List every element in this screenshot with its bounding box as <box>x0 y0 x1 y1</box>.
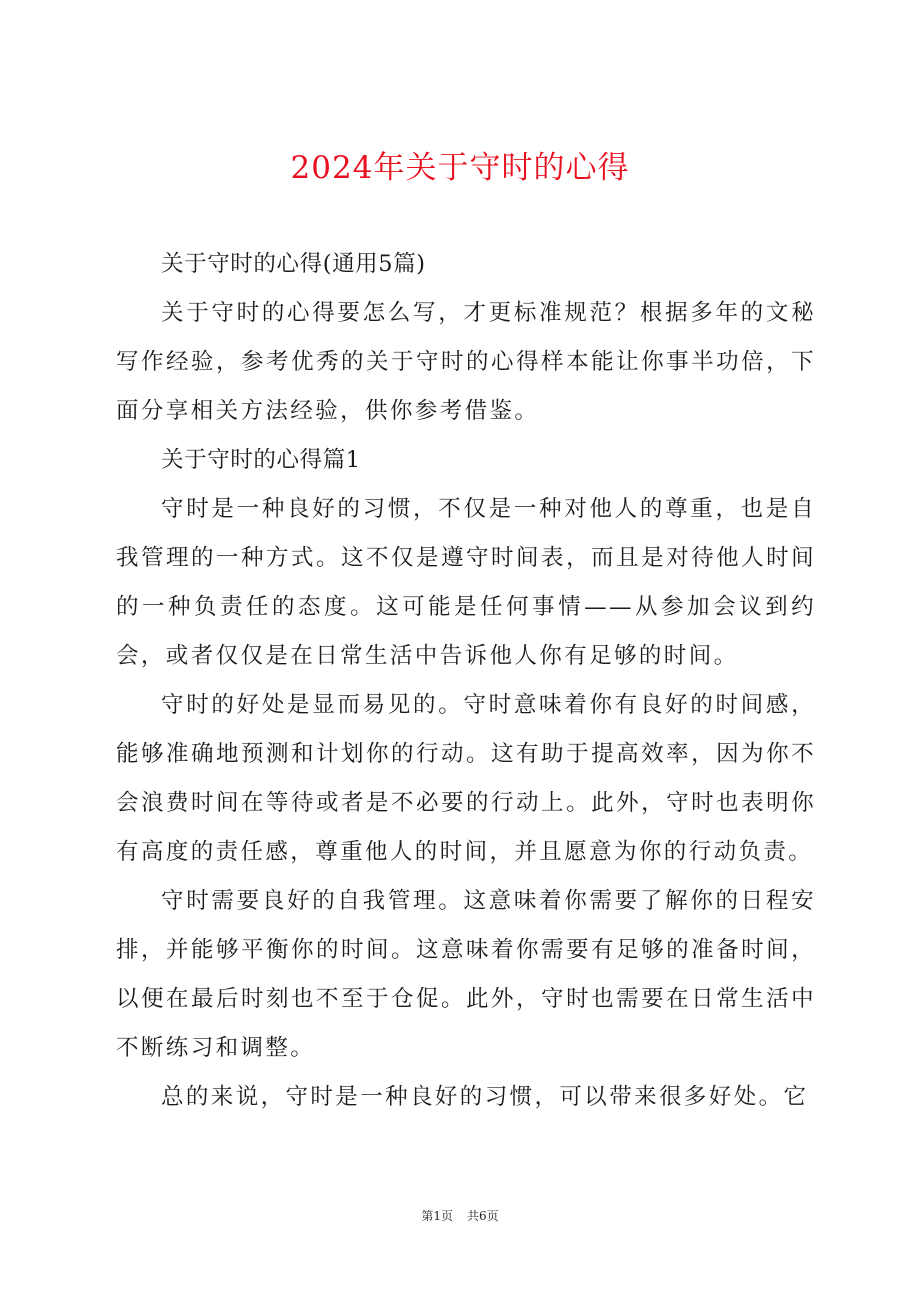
document-title: 2024年关于守时的心得 <box>290 150 630 186</box>
page-footer <box>0 1206 920 1226</box>
page-total: 共6页 <box>467 1209 499 1223</box>
document-body <box>116 240 816 1122</box>
page-number: 第1页 <box>421 1209 453 1223</box>
paragraph: 总的来说，守时是一种良好的习惯，可以带来很多好处。它 <box>161 1084 809 1110</box>
paragraph: 守时需要良好的自我管理。这意味着你需要了解你的日程安排，并能够平衡你的时间。这意味着你需要有足够的准备时间，以便在最后时刻也不至于仓促。此外，守时也需要在日常生活中不断练习和调整。 <box>116 888 816 1061</box>
paragraph: 守时是一种良好的习惯，不仅是一种对他人的尊重，也是自我管理的一种方式。这不仅是遵守时间表，而且是对待他人时间的一种负责任的态度。这可能是任何事情——从参加会议到约会，或者仅仅是在日常生活中告诉他人你有足够的时间。 <box>116 496 816 669</box>
paragraph-subtitle: 关于守时的心得(通用5篇) <box>161 251 426 277</box>
paragraph-intro: 关于守时的心得要怎么写，才更标准规范？根据多年的文秘写作经验，参考优秀的关于守时的心得样本能让你事半功倍，下面分享相关方法经验，供你参考借鉴。 <box>116 300 816 424</box>
paragraph-section-heading: 关于守时的心得篇1 <box>161 447 361 473</box>
paragraph: 守时的好处是显而易见的。守时意味着你有良好的时间感，能够准确地预测和计划你的行动。这有助于提高效率，因为你不会浪费时间在等待或者是不必要的行动上。此外，守时也表明你有高度的责任感，尊重他人的时间，并且愿意为你的行动负责。 <box>116 692 816 865</box>
